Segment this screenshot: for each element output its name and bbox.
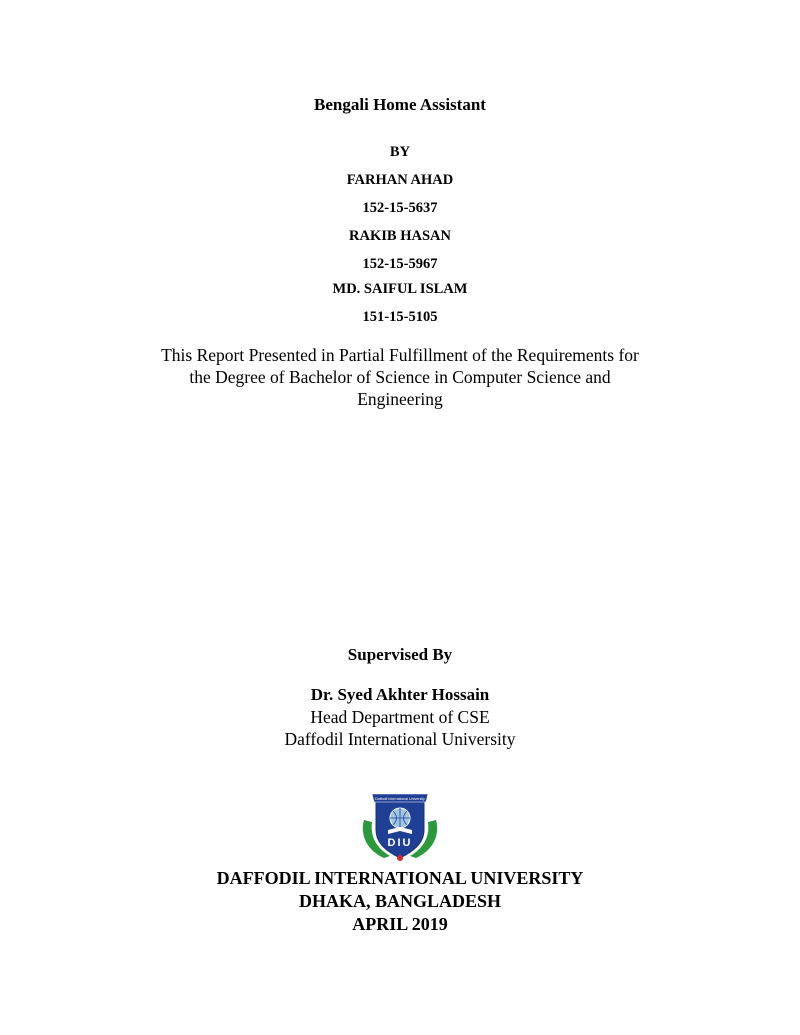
supervisor-position: Head Department of CSE [310,707,490,727]
supervisor-name: Dr. Syed Akhter Hossain [310,685,490,704]
by-label: BY [389,144,411,160]
author-name: MD. SAIFUL ISLAM [332,281,468,297]
report-title: Bengali Home Assistant [314,95,486,114]
footer-date: APRIL 2019 [352,914,448,934]
footer-location: DHAKA, BANGLADESH [298,891,502,911]
ribbon-knot-icon [397,855,403,861]
author-name: FARHAN AHAD [346,172,454,188]
supervisor-institution: Daffodil International University [284,729,516,749]
banner-text: Daffodil International University [375,797,425,801]
author-id: 151-15-5105 [362,309,438,325]
purpose-line: Engineering [357,389,443,409]
purpose-line: the Degree of Bachelor of Science in Computer Science and [189,367,611,387]
author-name: RAKIB HASAN [349,228,451,244]
footer-university: DAFFODIL INTERNATIONAL UNIVERSITY [216,868,584,888]
author-id: 152-15-5967 [362,256,438,272]
author-id: 152-15-5637 [362,200,438,216]
supervised-by-label: Supervised By [347,645,453,664]
university-logo [358,790,442,862]
purpose-line: This Report Presented in Partial Fulfillment of the Requirements for [161,345,639,365]
logo-letters: DIU [387,837,413,849]
purpose-statement [100,344,700,410]
